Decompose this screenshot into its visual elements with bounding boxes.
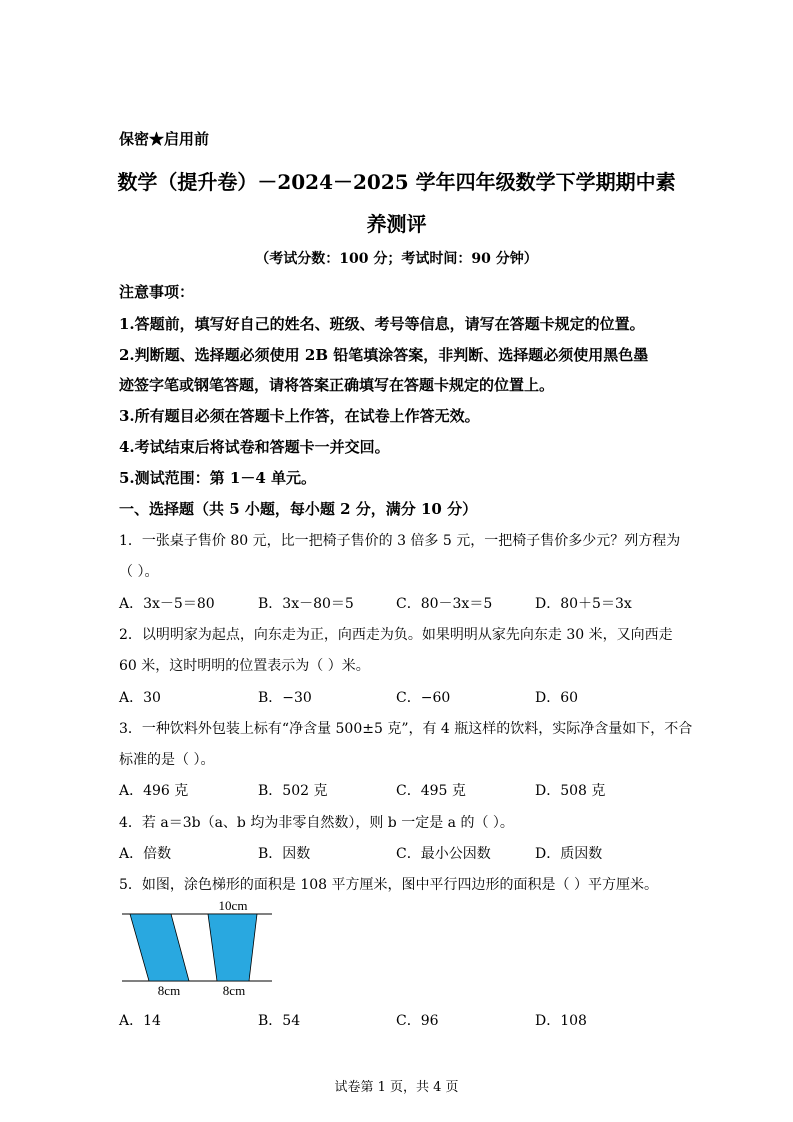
question-5-option-c: C．96: [396, 1013, 439, 1029]
note-item: 迹签字笔或钢笔答题，请将答案正确填写在答题卡规定的位置上。: [119, 376, 555, 394]
question-3-option-c: C．495 克: [396, 783, 466, 799]
note-item: 4.考试结束后将试卷和答题卡一并交回。: [119, 438, 390, 456]
question-4-option-b: B．因数: [258, 846, 311, 862]
note-item: 2.判断题、选择题必须使用 2B 铅笔填涂答案，非判断、选择题必须使用黑色墨: [119, 346, 649, 364]
trapezoid-parallelogram-figure: [118, 896, 278, 1000]
question-5-option-d: D．108: [535, 1013, 587, 1029]
question-1-text-cont: （ ）。: [119, 564, 159, 580]
page-title-line1: 数学（提升卷）－2024－2025 学年四年级数学下学期期中素: [117, 170, 676, 194]
question-2-option-c: C．−60: [396, 690, 451, 706]
bottom-right-width-label: 8cm: [222, 983, 246, 998]
shaded-trapezoid: [208, 914, 257, 981]
question-5-text: 5．如图，涂色梯形的面积是 108 平方厘米，图中平行四边形的面积是（ ）平方厘米。: [119, 877, 658, 893]
question-3-text: 3．一种饮料外包装上标有“净含量 500±5 克”，有 4 瓶这样的饮料，实际净含量如下，不合: [119, 721, 693, 737]
question-4-option-a: A．倍数: [119, 846, 172, 862]
question-4-option-d: D．质因数: [535, 846, 603, 862]
note-item: 1.答题前，填写好自己的姓名、班级、考号等信息，请写在答题卡规定的位置。: [119, 315, 645, 333]
question-2-option-a: A．30: [119, 690, 161, 706]
question-2-text-cont: 60 米，这时明明的位置表示为（ ）米。: [119, 658, 370, 674]
question-3-option-b: B．502 克: [258, 783, 328, 799]
page-footer: 试卷第 1 页，共 4 页: [334, 1080, 459, 1095]
question-2-option-d: D．60: [535, 690, 579, 706]
shaded-parallelogram: [130, 914, 189, 981]
section-title: 一、选择题（共 5 小题，每小题 2 分，满分 10 分）: [119, 500, 478, 518]
exam-info: （考试分数：100 分；考试时间：90 分钟）: [255, 251, 538, 267]
question-1-option-b: B．3x－80＝5: [258, 596, 354, 612]
question-3-option-a: A．496 克: [119, 783, 189, 799]
top-width-label: 10cm: [218, 898, 248, 913]
question-3-text-cont: 标准的是（ ）。: [119, 752, 215, 768]
notes-heading: 注意事项：: [119, 283, 195, 301]
question-2-option-b: B．−30: [258, 690, 312, 706]
question-2-text: 2．以明明家为起点，向东走为正，向西走为负。如果明明从家先向东走 30 米，又向西走: [119, 627, 673, 643]
confidential-label: 保密★启用前: [119, 130, 210, 148]
page-title-line2: 养测评: [366, 212, 427, 236]
question-1-option-c: C．80－3x＝5: [396, 596, 493, 612]
question-3-option-d: D．508 克: [535, 783, 606, 799]
question-5-option-b: B．54: [258, 1013, 301, 1029]
question-4-text: 4．若 a＝3b（a、b 均为非零自然数），则 b 一定是 a 的（ ）。: [119, 815, 514, 831]
question-1-text: 1．一张桌子售价 80 元，比一把椅子售价的 3 倍多 5 元，一把椅子售价多少元？列方程为: [119, 533, 681, 549]
note-item: 5.测试范围：第 1－4 单元。: [119, 469, 316, 487]
note-item: 3.所有题目必须在答题卡上作答，在试卷上作答无效。: [119, 407, 480, 425]
bottom-left-width-label: 8cm: [157, 983, 181, 998]
question-4-option-c: C．最小公因数: [396, 846, 491, 862]
question-1-option-a: A．3x－5＝80: [119, 596, 215, 612]
question-5-option-a: A．14: [119, 1013, 161, 1029]
question-1-option-d: D．80＋5＝3x: [535, 596, 632, 612]
